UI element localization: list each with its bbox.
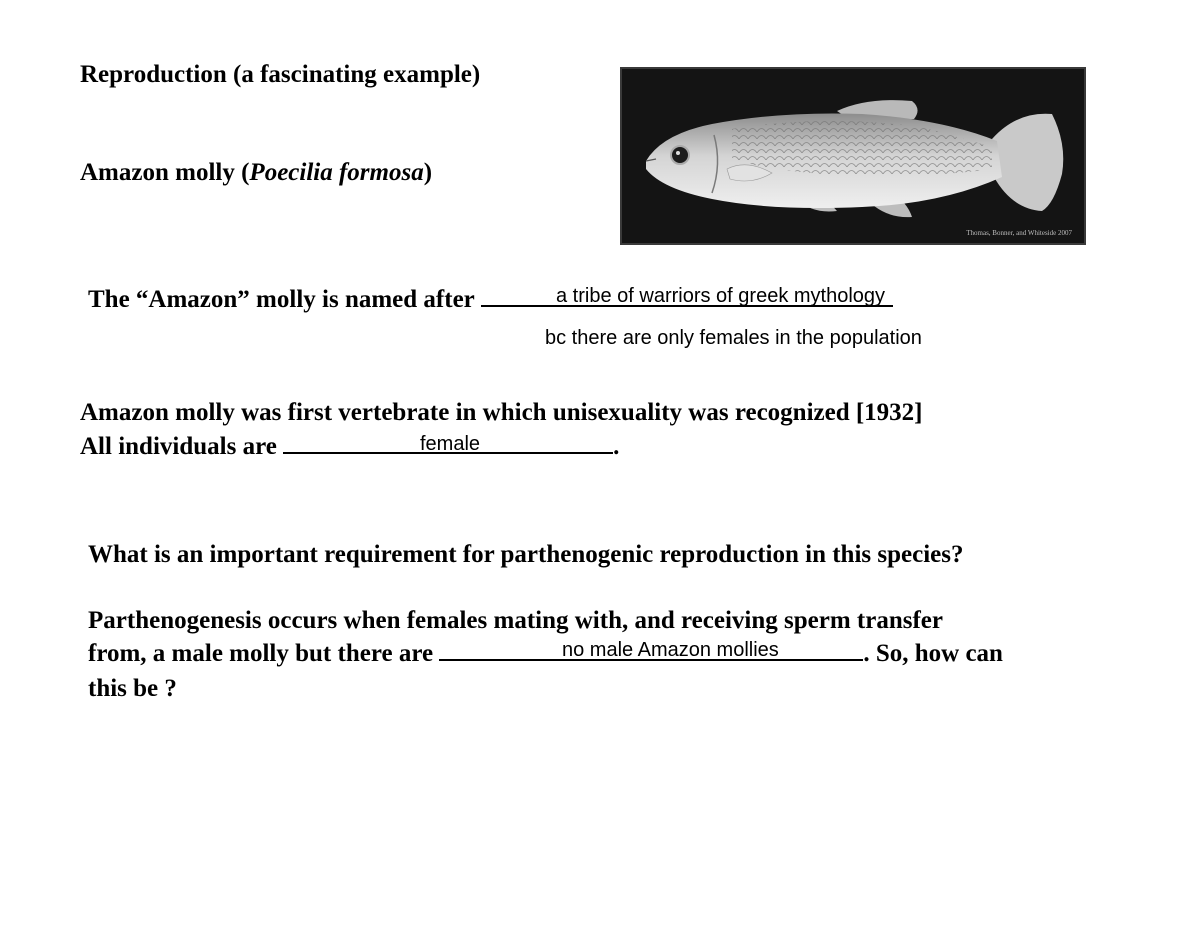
q4-line2 — [88, 641, 1003, 666]
q2-answer: female — [420, 433, 481, 455]
species-title — [80, 160, 432, 185]
fish-photo — [620, 67, 1086, 245]
q4-line1: Parthenogenesis occurs when females mating with, and receiving sperm transfer — [88, 607, 943, 634]
fish-illustration — [622, 69, 1084, 243]
species-common-name: Amazon molly ( — [80, 159, 250, 186]
q3-question: What is an important requirement for parthenogenic reproduction in this species? — [88, 541, 964, 568]
page-heading: Reproduction (a fascinating example) — [80, 61, 481, 88]
q1-note: bc there are only females in the population — [545, 327, 922, 349]
q4-line2-end: . So, how can — [863, 640, 1003, 667]
species-scientific-name: Poecilia formosa — [249, 159, 424, 186]
photo-credit: Thomas, Bonner, and Whiteside 2007 — [966, 229, 1072, 237]
q4-line2-start: from, a male molly but there are — [88, 640, 434, 667]
q1-prompt-text: The “Amazon” molly is named after — [88, 286, 475, 313]
species-close-paren: ) — [423, 159, 433, 186]
fact-line: Amazon molly was first vertebrate in which unisexuality was recognized [1932] — [80, 399, 923, 426]
q4-answer: no male Amazon mollies — [562, 639, 779, 661]
q1-answer: a tribe of warriors of greek mythology — [556, 285, 886, 307]
q4-line3: this be ? — [88, 675, 177, 702]
q2-end: . — [613, 433, 620, 460]
q2-prompt-text: All individuals are — [80, 433, 277, 460]
q2-prompt — [80, 434, 619, 459]
